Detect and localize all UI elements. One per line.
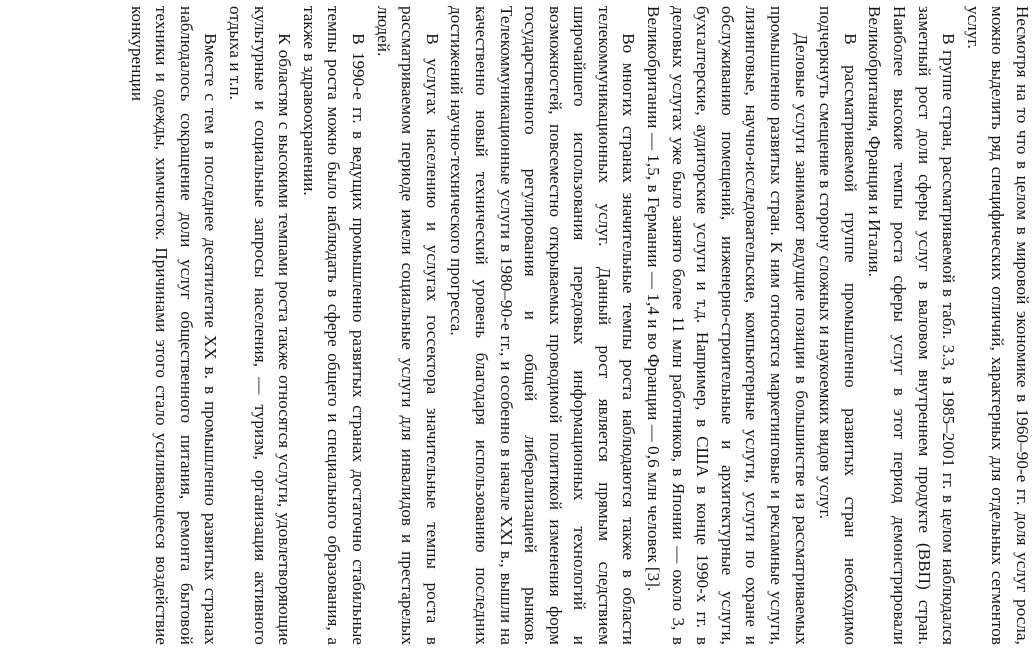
paragraph: Во многих странах значительные темпы роста наблюдаются также в области телекоммуникационных услуг. Данный рост является прямым следствием широчайшего использования передовых информационных технологий и возможностей, повсеместно открываемых проводимой политикой изменения форм государственного регулирования и общей либерализацией рынков. Телекоммуникационные услуги в 1980–90-е гг., и особенно в начале XXI в., вышли на качественно новый технический уровень благодаря использованию последних достижений научно-технического прогресса. [447, 6, 639, 645]
paragraph: Вместе с тем в последнее десятилетие XX в. в промышленно развитых странах наблюдалось сокращение доли услуг общественного питания, ремонта бытовой техники и одежды, химчисток. Причинами этого стало усиливающееся воздействие конкуренции [127, 6, 221, 645]
paragraph: Несмотря на то что в целом в мировой экономике в 1960–90-е гг. доля услуг росла, можно выделить ряд специфических отличий, характерных для отдельных сегментов услуг. [963, 6, 1032, 645]
paragraph: В рассматриваемой группе промышленно развитых стран необходимо подчеркнуть смещение в сторону сложных и наукоемких видов услуг. [816, 6, 860, 645]
paragraph: Деловые услуги занимают ведущие позиции в большинстве из рассматриваемых промышленно развитых стран. К ним относятся маркетинговые и рекламные услуги, лизинговые, научно-исследовательские, компьютерные услуги, услуги по охране и обслуживанию помещений, инженерно-строительные и архитектурные услуги, бухгалтерские, аудиторские услуги и т.д. Например, в США в конце 1990-х гг. в деловых услугах уже было занято более 11 млн работников, в Японии — около 3, в Великобритании — 1,5, в Германии — 1,4 и во Франции — 0,6 млн человек [3]. [644, 6, 811, 645]
paragraph: В 1990-е гг. в ведущих промышленно развитых странах достаточно стабильные темпы роста можно было наблюдать в сфере общего и специального образования, а также в здравоохранении. [299, 6, 368, 645]
paragraph: В группе стран, рассматриваемой в табл. 3.3, в 1985–2001 гг. в целом наблюдался заметный рост доли сферы услуг в валовом внутреннем продукте (ВВП) стран. Наиболее высокие темпы роста сферы услуг в этот период демонстрировали Великобритания, Франция и Италия. [865, 6, 959, 645]
paragraph: К областям с высокими темпами роста также относятся услуги, удовлетворяющие культурные и социальные запросы населения, — туризм, организация активного отдыха и т.п. [226, 6, 295, 645]
paragraph: В услугах населению и услугах госсектора значительные темпы роста в рассматриваемом периоде имели социальные услуги для инвалидов и престарелых людей. [373, 6, 442, 645]
